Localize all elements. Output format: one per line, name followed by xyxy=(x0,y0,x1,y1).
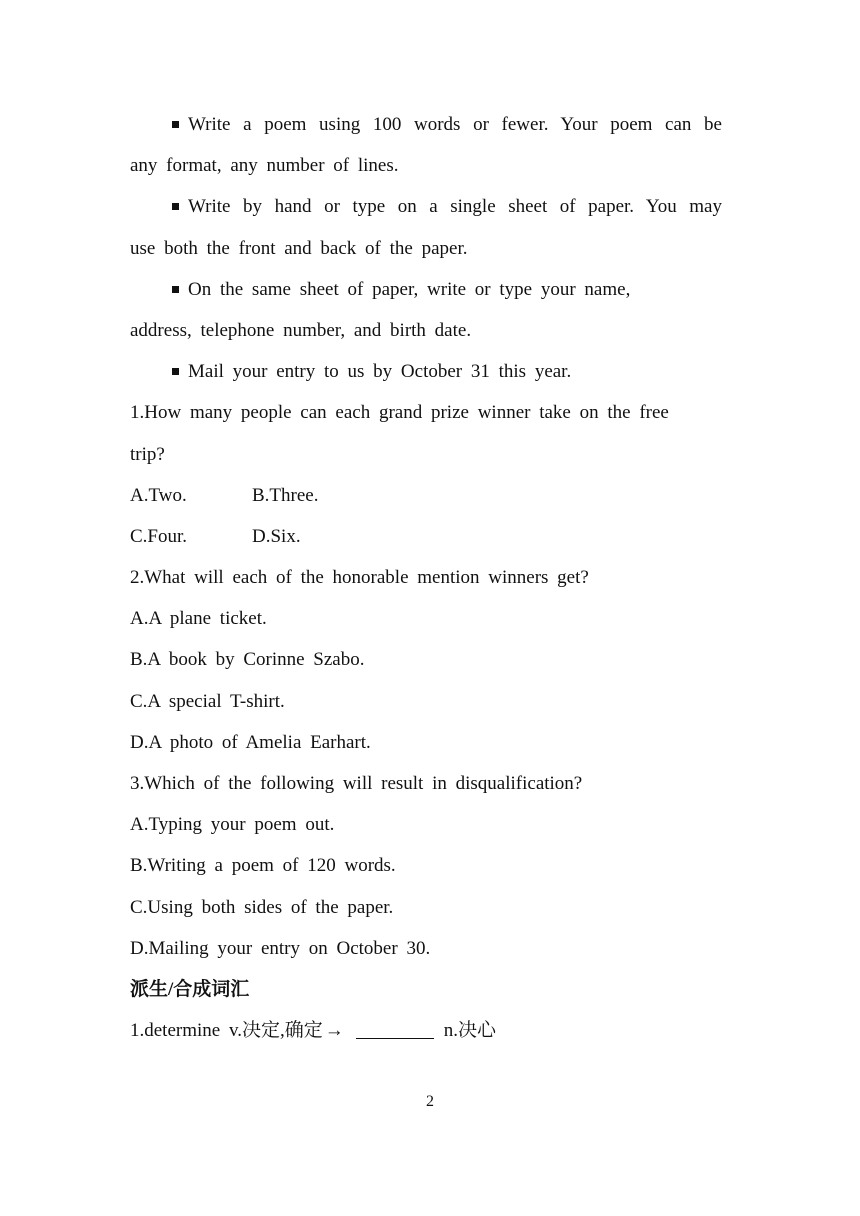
page-number: 2 xyxy=(426,1093,434,1110)
question-2-option-a: A.A plane ticket. xyxy=(130,608,267,630)
question-2-option-d: D.A photo of Amelia Earhart. xyxy=(130,731,371,753)
option-a: A.Two. xyxy=(130,484,187,506)
rule-2-line-1: Write by hand or type on a single sheet of paper. You may xyxy=(130,186,722,227)
arrow-right-icon: → xyxy=(324,1020,344,1042)
rule-3-line-2: address, telephone number, and birth date. xyxy=(130,319,472,341)
question-2-option-c: C.A special T-shirt. xyxy=(130,690,285,712)
question-3-option-d: D.Mailing your entry on October 30. xyxy=(130,937,431,959)
bullet-icon xyxy=(172,368,179,375)
fill-in-blank[interactable] xyxy=(356,1018,434,1039)
bullet-icon xyxy=(172,203,179,210)
question-1-options-row-2 xyxy=(130,516,722,557)
vocab-heading: 派生/合成词汇 xyxy=(130,978,250,1000)
question-2: 2.What will each of the honorable mention winners get? xyxy=(130,567,589,589)
question-1-line-2: trip? xyxy=(130,443,165,465)
vocab-item-1-suffix: n.决心 xyxy=(443,1020,496,1042)
option-c: C.Four. xyxy=(130,525,188,547)
question-3-option-c: C.Using both sides of the paper. xyxy=(130,896,394,918)
question-3-option-b: B.Writing a poem of 120 words. xyxy=(130,855,396,877)
bullet-icon xyxy=(172,121,179,128)
question-1-line-1: 1.How many people can each grand prize winner take on the free xyxy=(130,402,669,424)
question-2-option-b: B.A book by Corinne Szabo. xyxy=(130,649,365,671)
question-1-options-row-1 xyxy=(130,475,722,516)
document-body xyxy=(130,104,722,1051)
bullet-icon xyxy=(172,286,179,293)
option-b: B.Three. xyxy=(252,484,319,506)
question-3: 3.Which of the following will result in disqualification? xyxy=(130,773,583,794)
rule-1-line-2: any format, any number of lines. xyxy=(130,155,399,177)
rule-3-line-1: On the same sheet of paper, write or type your name, xyxy=(130,269,722,310)
rule-2-line-2: use both the front and back of the paper. xyxy=(130,237,468,259)
vocab-item-1 xyxy=(130,1010,722,1051)
option-d: D.Six. xyxy=(252,525,301,547)
vocab-item-1-word: 1.determine v.决定,确定 xyxy=(130,1020,323,1042)
question-3-option-a: A.Typing your poem out. xyxy=(130,814,335,836)
rule-1-line-1: Write a poem using 100 words or fewer. Your poem can be xyxy=(130,104,722,145)
rule-4-line-1: Mail your entry to us by October 31 this year. xyxy=(130,351,722,392)
